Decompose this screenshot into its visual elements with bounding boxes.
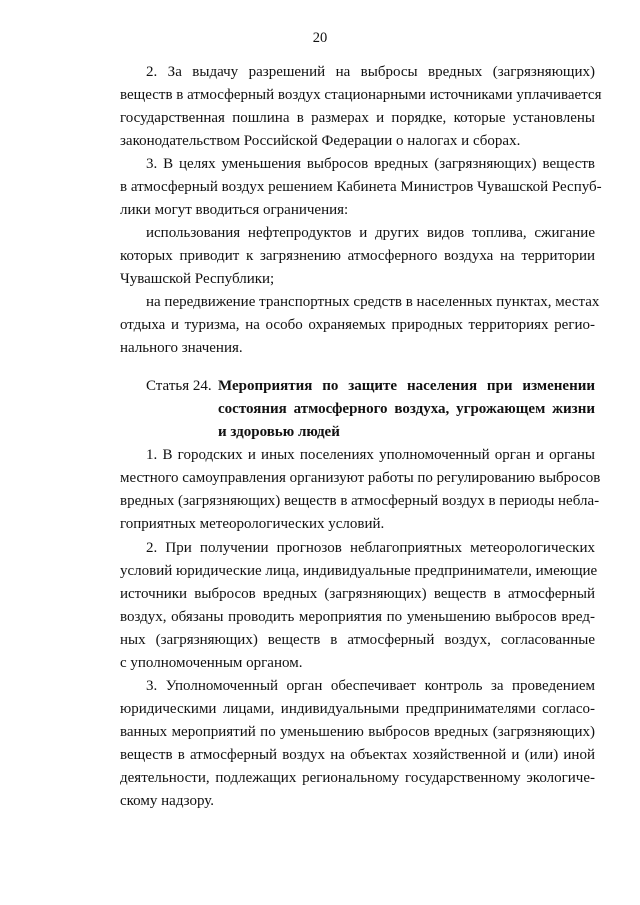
article-title-line: состояния атмосферного воздуха, угрожающем жизни <box>218 401 595 417</box>
paragraph-line: 1. В городских и иных поселениях уполномоченный орган и органы <box>146 447 595 463</box>
article-title-line: Мероприятия по защите населения при изменении <box>218 378 595 394</box>
paragraph-line: законодательством Российской Федерации о налогах и сборах. <box>120 133 521 149</box>
paragraph-line: 2. При получении прогнозов неблагоприятных метеорологических <box>146 540 595 556</box>
paragraph-line: использования нефтепродуктов и других видов топлива, сжигание <box>146 225 595 241</box>
paragraph-line: которых приводит к загрязнению атмосферного воздуха на территории <box>120 248 595 264</box>
paragraph-line: скому надзору. <box>120 793 215 809</box>
paragraph-line: деятельности, подлежащих региональному государственному экологиче- <box>120 770 595 786</box>
paragraph-line: лики могут вводиться ограничения: <box>120 202 349 218</box>
paragraph-line: условий юридические лица, индивидуальные предприниматели, имеющие <box>120 563 598 579</box>
paragraph-line: нального значения. <box>120 340 243 356</box>
paragraph-line: воздух, обязаны проводить мероприятия по уменьшению выбросов вред- <box>120 609 595 625</box>
paragraph-line: местного самоуправления организуют работы по регулированию выбросов <box>120 470 601 486</box>
paragraph-line: отдыха и туризма, на особо охраняемых природных территориях регио- <box>120 317 595 333</box>
article-title-line: и здоровью людей <box>218 424 340 440</box>
paragraph-line: 3. Уполномоченный орган обеспечивает контроль за проведением <box>146 678 595 694</box>
paragraph-line: юридическими лицами, индивидуальными предпринимателями согласо- <box>120 701 595 717</box>
paragraph-line: вредных (загрязняющих) веществ в атмосферный воздух в периоды небла- <box>120 493 600 509</box>
paragraph-line: государственная пошлина в размерах и порядке, которые установлены <box>120 110 595 126</box>
article-label: Статья 24. <box>146 378 212 394</box>
paragraph-line: гоприятных метеорологических условий. <box>120 516 385 532</box>
paragraph-line: 3. В целях уменьшения выбросов вредных (загрязняющих) веществ <box>146 156 595 172</box>
paragraph-line: источники выбросов вредных (загрязняющих) веществ в атмосферный <box>120 586 595 602</box>
paragraph-line: в атмосферный воздух решением Кабинета Министров Чувашской Респуб- <box>120 179 602 195</box>
paragraph-line: с уполномоченным органом. <box>120 655 303 671</box>
paragraph-line: веществ в атмосферный воздух стационарными источниками уплачивается <box>120 87 602 103</box>
paragraph-line: ванных мероприятий по уменьшению выбросов вредных (загрязняющих) <box>120 724 595 740</box>
paragraph-line: на передвижение транспортных средств в населенных пунктах, местах <box>146 294 600 310</box>
paragraph-line: веществ в атмосферный воздух на объектах хозяйственной и (или) иной <box>120 747 595 763</box>
paragraph-line: ных (загрязняющих) веществ в атмосферный воздух, согласованные <box>120 632 595 648</box>
page-number: 20 <box>312 30 328 46</box>
paragraph-line: 2. За выдачу разрешений на выбросы вредных (загрязняющих) <box>146 64 595 80</box>
paragraph-line: Чувашской Республики; <box>120 271 275 287</box>
